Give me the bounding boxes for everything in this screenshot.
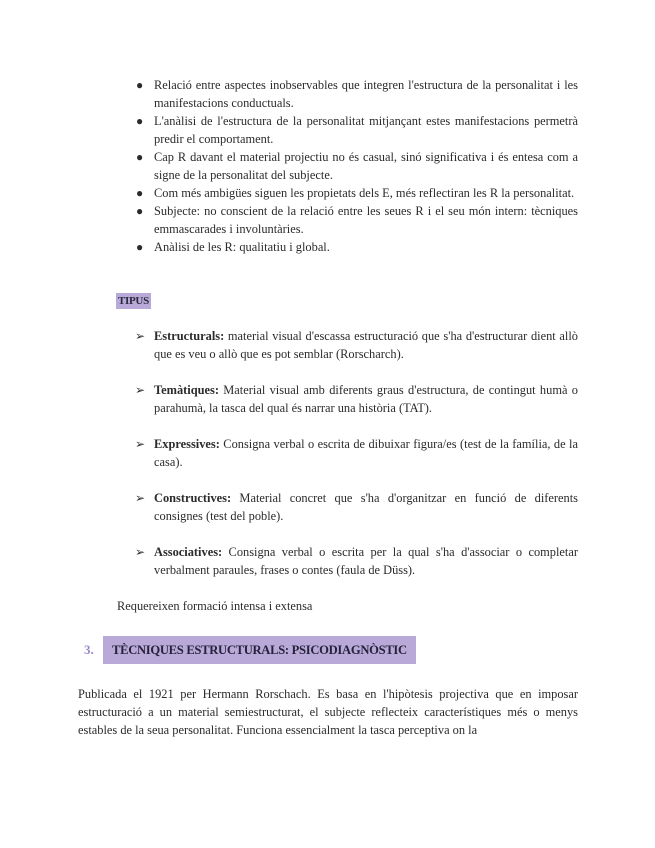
arrow-bullet-icon: ➢ <box>135 383 146 397</box>
list-item-text: Com més ambigües siguen les propietats dels E, més reflectiran les R la personalitat. <box>154 186 575 200</box>
list-item-text: Subjecte: no conscient de la relació entre les seues R i el seu món intern: tècniques emmascarades i involuntàries. <box>154 204 578 236</box>
type-description: Consigna verbal o escrita per la qual s'ha d'associar o completar verbalment paraules, frases o contes (faula de Düss). <box>154 545 578 577</box>
type-term: Expressives: <box>154 437 220 451</box>
arrow-bullet-icon: ➢ <box>135 437 146 451</box>
type-term: Temàtiques: <box>154 383 219 397</box>
list-item <box>118 112 578 148</box>
bullet-icon: ● <box>136 78 144 92</box>
list-item <box>118 381 578 417</box>
list-item <box>118 184 578 202</box>
list-item-text: Relació entre aspectes inobservables que integren l'estructura de la personalitat i les manifestacions conductuals. <box>154 78 578 110</box>
arrow-bullet-icon: ➢ <box>135 329 146 343</box>
bullet-icon: ● <box>136 114 144 128</box>
arrow-bullet-icon: ➢ <box>135 545 146 559</box>
list-item <box>118 148 578 184</box>
list-item <box>118 238 578 256</box>
type-term: Constructives: <box>154 491 232 505</box>
section-title: TÈCNIQUES ESTRUCTURALS: PSICODIAGNÒSTIC <box>103 636 416 664</box>
type-description: Consigna verbal o escrita de dibuixar figura/es (test de la família, de la casa). <box>154 437 578 469</box>
list-item <box>118 202 578 238</box>
list-item-text: L'anàlisi de l'estructura de la personalitat mitjançant estes manifestacions permetrà predir el comportament. <box>154 114 578 146</box>
training-note: Requereixen formació intensa i extensa <box>117 599 313 613</box>
section-heading <box>84 636 416 664</box>
bullet-icon: ● <box>136 240 144 254</box>
list-item <box>118 76 578 112</box>
type-term: Estructurals: <box>154 329 225 343</box>
tipus-label: TIPUS <box>118 295 149 307</box>
list-item <box>118 489 578 525</box>
arrow-bullet-icon: ➢ <box>135 491 146 505</box>
type-description: Material concret que s'ha d'organitzar en funció de diferents consignes (test del poble). <box>154 491 578 523</box>
list-item-text: Anàlisi de les R: qualitatiu i global. <box>154 240 330 254</box>
bullet-icon: ● <box>136 186 144 200</box>
list-item <box>118 327 578 363</box>
list-item <box>118 543 578 579</box>
bullet-icon: ● <box>136 204 144 218</box>
bullet-icon: ● <box>136 150 144 164</box>
section-number: 3. <box>84 642 94 657</box>
type-term: Associatives: <box>154 545 223 559</box>
type-description: Material visual amb diferents graus d'estructura, de contingut humà o parahumà, la tasca del qual és narrar una història (TAT). <box>154 383 578 415</box>
technique-types-list <box>118 327 578 597</box>
type-description: material visual d'escassa estructuració que s'ha d'estructurar dient allò que es veu o allò que es pot semblar (Rorscharch). <box>154 329 578 361</box>
list-item <box>118 435 578 471</box>
projective-assumptions-list <box>118 76 578 256</box>
body-paragraph: Publicada el 1921 per Hermann Rorschach. Es basa en l'hipòtesis projectiva que en imposar estructuració a un material semiestructurat, el subjecte reflecteix característiques més o menys estables de la seua personalitat. Funciona essencialment la tasca perceptiva on la <box>78 687 578 737</box>
list-item-text: Cap R davant el material projectiu no és casual, sinó significativa i és entesa com a signe de la personalitat del subjecte. <box>154 150 578 182</box>
